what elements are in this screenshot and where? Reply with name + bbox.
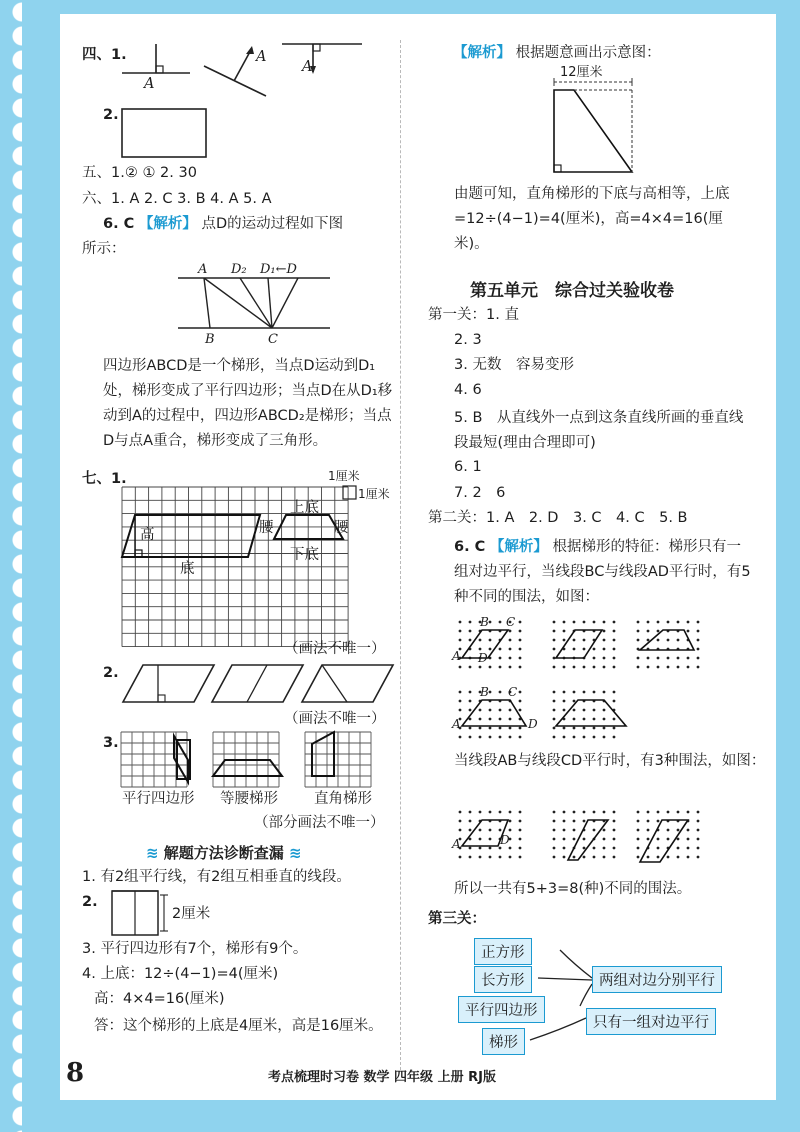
- unit5-title: 第五单元 综合过关验收卷: [470, 281, 674, 301]
- note-not-unique-2: （画法不唯一）: [284, 711, 386, 727]
- fig6-label-d1: D₁←D: [260, 262, 297, 277]
- r-analysis-text: 根据题意画出示意图：: [515, 45, 661, 61]
- dot-label-d1: D: [478, 651, 488, 665]
- g1-item-4: 4. 6: [454, 382, 482, 398]
- r-fig-label-12cm: 12厘米: [560, 65, 603, 80]
- g2-items: 第二关：1. A 2. D 3. C 4. C 5. B: [428, 510, 688, 526]
- dot-label-b2: B: [480, 685, 489, 699]
- dot-label-c2: C: [508, 685, 518, 699]
- g1-item-5: 5. B 从直线外一点到这条直线所画的垂直线段最短(理由合理即可): [454, 410, 744, 451]
- dot-label-a3: A: [452, 837, 461, 851]
- match-one-pair-parallel: 只有一组对边平行: [586, 1008, 716, 1035]
- g1-item-1: 第一关：1. 直: [428, 307, 519, 323]
- wave-icon-right: ≋: [283, 844, 302, 862]
- grid-unit-top: 1厘米: [328, 469, 360, 483]
- wave-icon-left: ≋: [146, 844, 164, 862]
- fig3-label-a: A: [302, 59, 313, 75]
- grid-label-leg2: 腰: [334, 520, 349, 536]
- fig6-label-c: C: [268, 332, 278, 347]
- grid-label-bottom-base: 下底: [290, 547, 319, 563]
- g2-6-text: 根据梯形的特征：梯形只有一组对边平行，当线段BC与线段AD平行时，有5种不同的围法，如图：: [454, 539, 751, 605]
- b-item-2: 2.: [82, 894, 98, 910]
- g2-6-analysis-tag: 【解析】: [489, 539, 548, 555]
- g1-item-3: 3. 无数 容易变形: [454, 357, 574, 373]
- dot-label-b1: B: [480, 615, 489, 629]
- g1-item-7: 7. 2 6: [454, 485, 506, 501]
- label-right-trapezoid: 直角梯形: [314, 791, 372, 807]
- match-two-pairs-parallel: 两组对边分别平行: [592, 966, 722, 993]
- g1-item-2: 2. 3: [454, 332, 482, 348]
- match-parallelogram: 平行四边形: [458, 996, 545, 1023]
- dot-label-c1: C: [506, 615, 516, 629]
- s7-item-3: 3.: [103, 735, 119, 751]
- footer-text: 考点梳理时习卷 数学 四年级 上册 RJ版: [268, 1070, 496, 1085]
- fig6-label-b: B: [205, 332, 215, 347]
- r-analysis-tag: 【解析】: [453, 45, 511, 61]
- s6-6-text: 点D的运动过程如下图: [201, 216, 344, 232]
- s6-6-analysis-tag: 【解析】: [138, 216, 197, 232]
- grid-label-top-base: 上底: [290, 500, 319, 516]
- dot-label-a1: A: [452, 649, 461, 663]
- fig6-label-d2: D₂: [231, 262, 247, 277]
- match-square: 正方形: [474, 938, 532, 965]
- section-4-heading: 四、1.: [82, 47, 127, 63]
- fig1-label-a: A: [144, 76, 155, 92]
- b-item-3: 3. 平行四边形有7个，梯形有9个。: [82, 941, 308, 957]
- r-paragraph-1: 由题可知，直角梯形的下底与高相等，上底=12÷(4−1)=4(厘米)，高=4×4=16(厘米)。: [454, 186, 730, 252]
- b-item-4-line1: 4. 上底：12÷(4−1)=4(厘米): [82, 966, 279, 982]
- grid-label-base: 底: [180, 561, 195, 577]
- g2-paragraph-3: 所以一共有5+3=8(种)不同的围法。: [454, 881, 692, 897]
- b-item-1: 1. 有2组平行线，有2组互相垂直的线段。: [82, 869, 351, 885]
- page-number: 8: [66, 1058, 85, 1088]
- b-item-4-line2: 高：4×4=16(厘米): [94, 991, 225, 1007]
- g3-heading: 第三关：: [428, 911, 486, 927]
- dot-label-d3: D: [500, 833, 510, 847]
- fig2-label-a: A: [256, 49, 267, 65]
- s6-6-text2: 所示：: [82, 241, 126, 257]
- note-not-unique-1: （画法不唯一）: [284, 641, 386, 657]
- grid-label-leg1: 腰: [259, 520, 274, 536]
- grid-label-height: 高: [140, 527, 155, 543]
- g2-6-number: 6. C: [454, 539, 486, 555]
- s6-6-number: 6. C: [103, 216, 135, 232]
- fig6-label-a: A: [198, 262, 208, 277]
- dot-label-a2: A: [452, 717, 461, 731]
- g2-paragraph-2: 当线段AB与线段CD平行时，有3种围法，如图：: [454, 753, 766, 769]
- match-rectangle: 长方形: [474, 966, 532, 993]
- s6-6-paragraph: 四边形ABCD是一个梯形，当点D运动到D₁处，梯形变成了平行四边形；当点D在从D₁移动到A的过程中，四边形ABCD₂是梯形；当点D与点A重合，梯形变成了三角形。: [103, 358, 393, 449]
- banner-title: 解题方法诊断查漏: [163, 844, 284, 862]
- label-parallelogram: 平行四边形: [122, 791, 195, 807]
- section-6-answers: 六、1. A 2. C 3. B 4. A 5. A: [82, 191, 272, 207]
- grid-unit-side: 1厘米: [358, 487, 390, 501]
- b-item-4-answer: 答：这个梯形的上底是4厘米，高是16厘米。: [94, 1018, 383, 1034]
- note-partially-not-unique: （部分画法不唯一）: [254, 815, 385, 831]
- s7-item-2: 2.: [103, 665, 119, 681]
- b2-label: 2厘米: [172, 906, 211, 922]
- dot-label-d2: D: [528, 717, 538, 731]
- s4-item-2: 2.: [103, 107, 119, 123]
- g1-item-6: 6. 1: [454, 459, 482, 475]
- label-isosceles-trapezoid: 等腰梯形: [220, 791, 278, 807]
- section-7-heading: 七、1.: [82, 471, 127, 487]
- match-trapezoid: 梯形: [482, 1028, 525, 1055]
- section-5-answers: 五、1.② ① 2. 30: [82, 165, 197, 181]
